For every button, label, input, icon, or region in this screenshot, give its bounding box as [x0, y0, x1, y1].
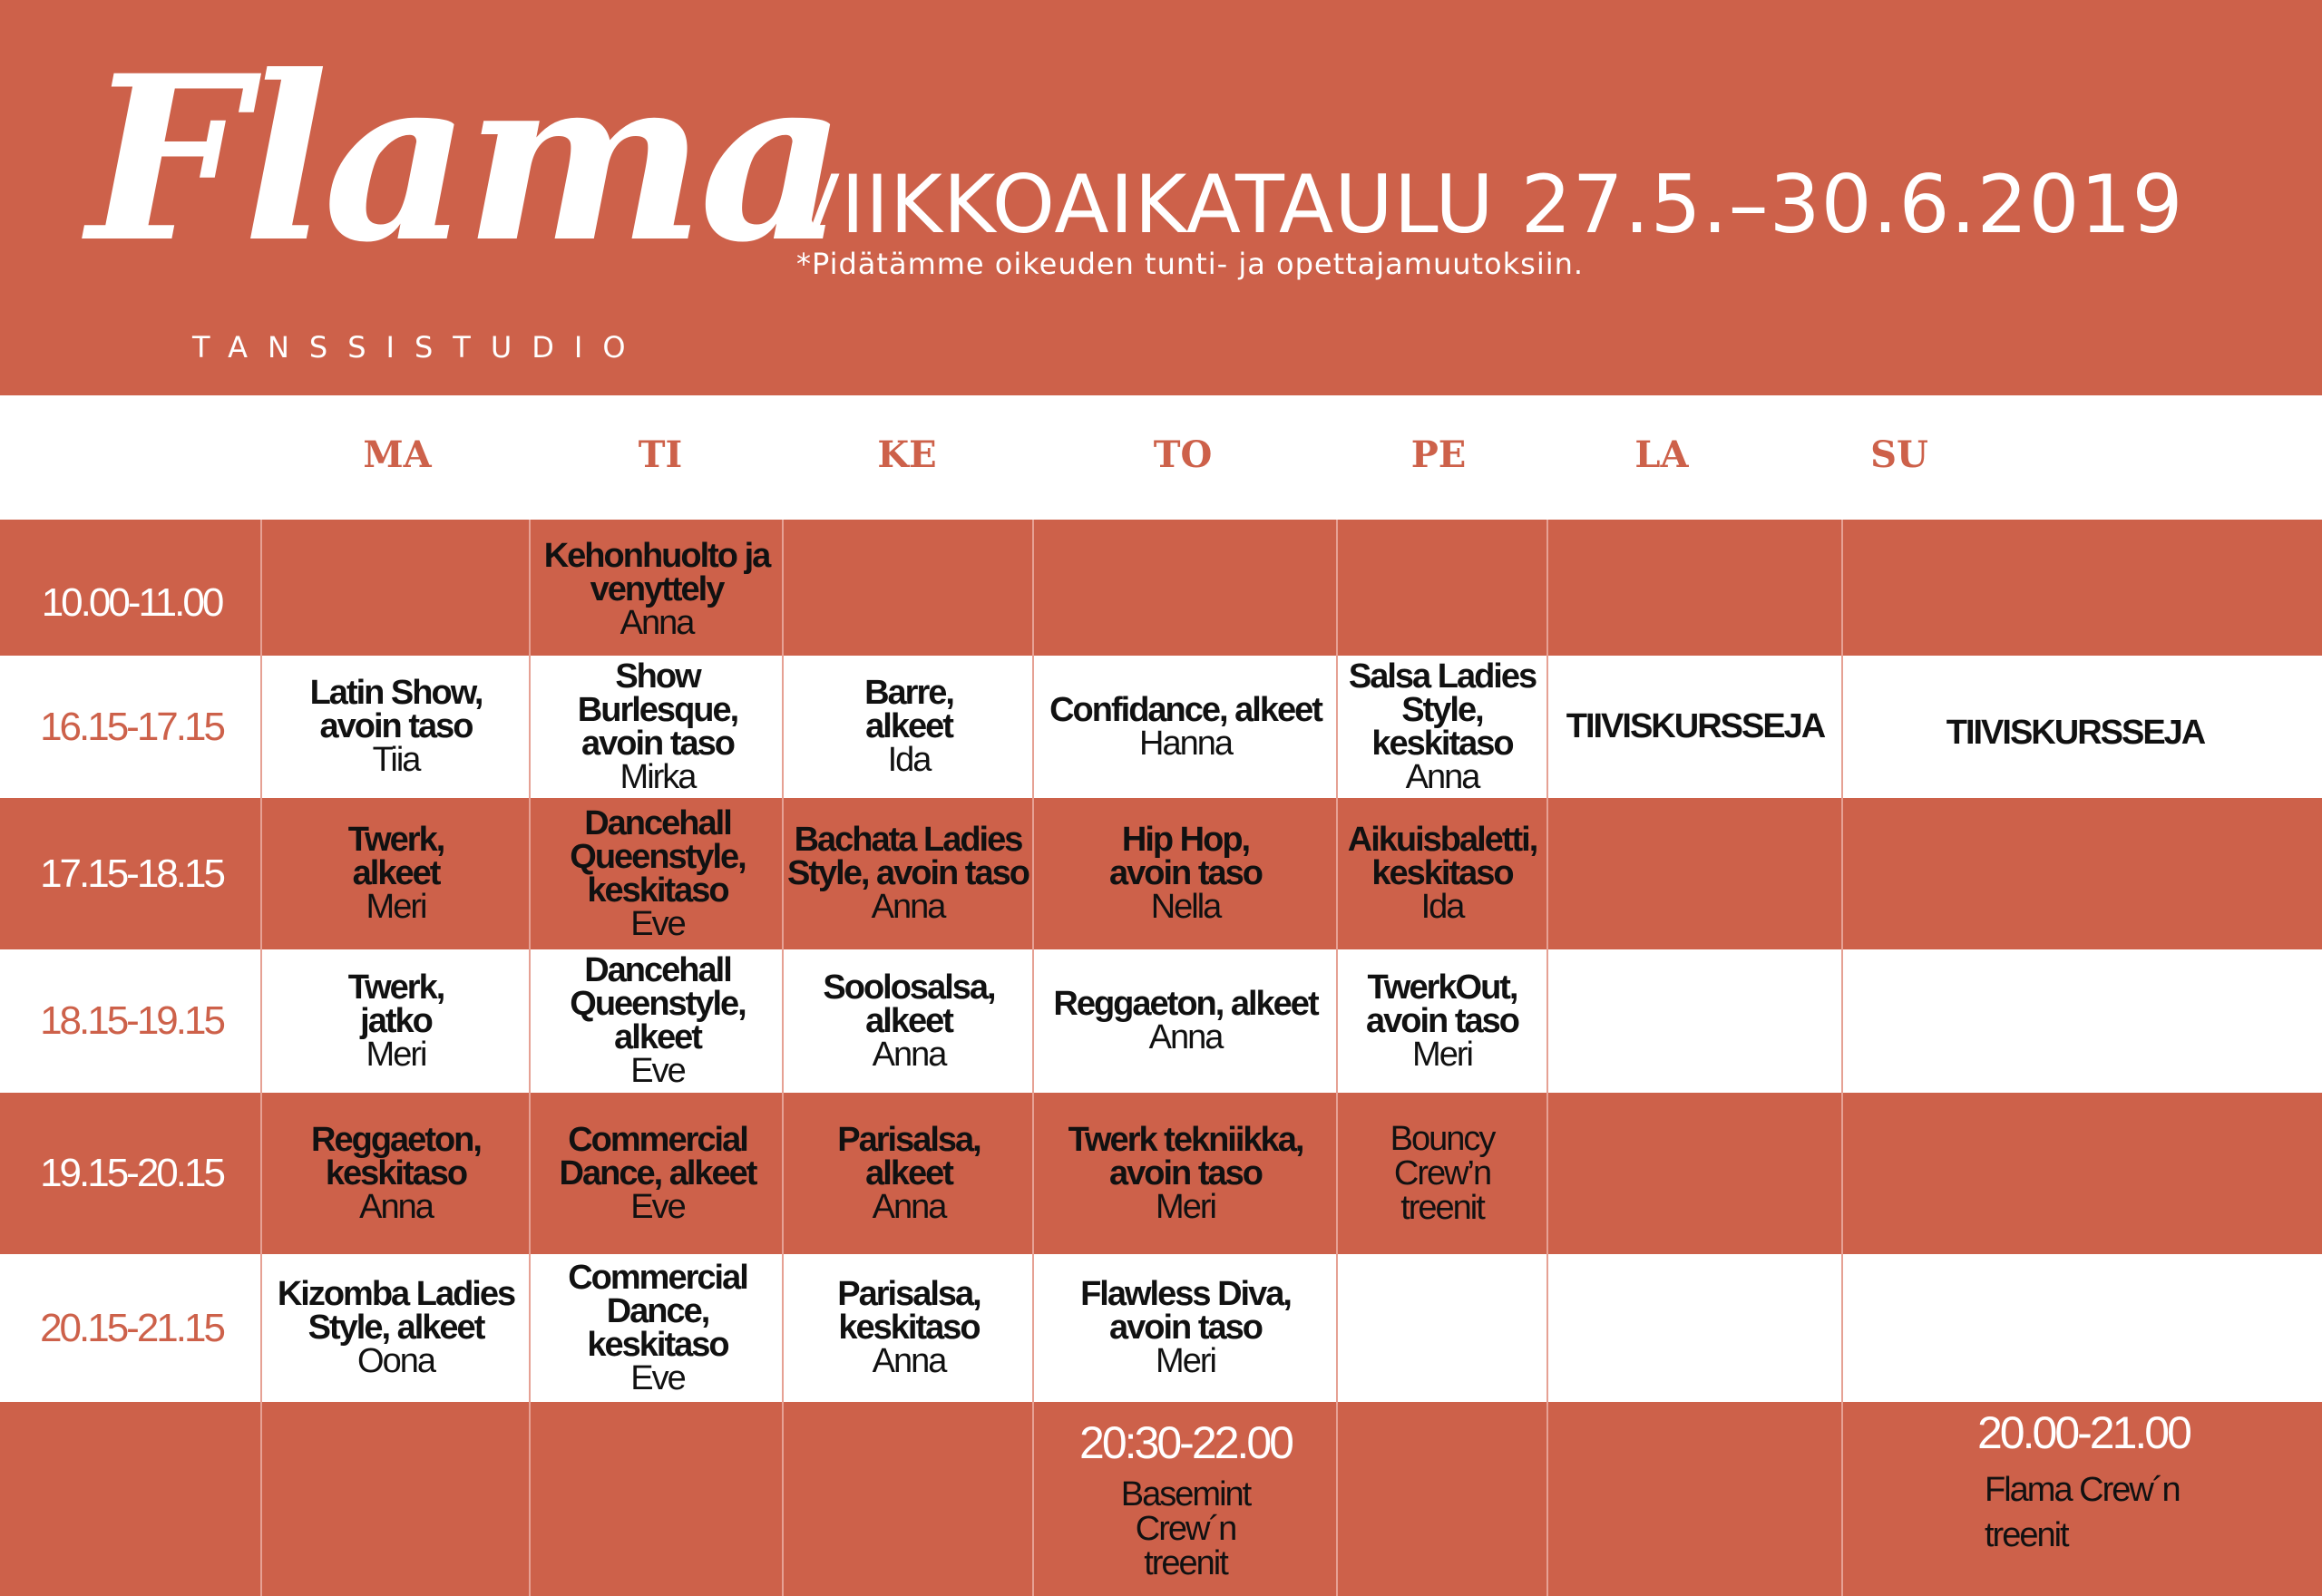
day-header-ma: MA — [363, 433, 432, 476]
teacher-name: Meri — [1156, 1342, 1215, 1380]
class-name: Show Burlesque, avoin taso — [577, 657, 738, 763]
teacher-name: Hanna — [1139, 724, 1232, 763]
class-name: Commercial Dance, keskitaso — [568, 1258, 747, 1364]
time-slot-6: 20.15-21.15 — [40, 1305, 223, 1350]
day-header-la: LA — [1634, 433, 1689, 476]
day-header-su: SU — [1870, 433, 1928, 476]
crew-practice-note: Flama Crew´n treenit — [1985, 1471, 2180, 1554]
class-name: Confidance, alkeet — [1049, 690, 1322, 729]
time-slot-4: 18.15-19.15 — [40, 998, 223, 1043]
teacher-name: Tiia — [372, 741, 420, 779]
teacher-name: Eve — [630, 904, 685, 943]
class-name: Latin Show, avoin taso — [309, 674, 483, 745]
time-slot-5: 19.15-20.15 — [40, 1151, 223, 1195]
class-name: Kehonhuolto ja venyttely — [543, 536, 770, 608]
class-name: Parisalsa, alkeet — [837, 1120, 981, 1192]
crew-practice-note: Basemint Crew´n treenit — [1120, 1475, 1251, 1582]
column-divider — [1841, 520, 1843, 1596]
header-banner — [0, 0, 2322, 395]
teacher-name: Meri — [366, 888, 426, 926]
class-cell — [1038, 1254, 1333, 1402]
teacher-name: Nella — [1150, 888, 1221, 926]
class-name: Reggaeton, keskitaso — [311, 1120, 481, 1192]
class-cell — [1339, 798, 1546, 949]
teacher-name: Mirka — [620, 757, 696, 796]
class-cell — [534, 1254, 781, 1402]
teacher-name: Anna — [1405, 757, 1479, 796]
page-title: VIIKKOAIKATAULU 27.5.–30.6.2019 — [785, 158, 2184, 251]
time-slot-2: 16.15-17.15 — [40, 704, 223, 749]
class-cell — [266, 1254, 526, 1402]
crew-practice-time: 20.00-21.00 — [1977, 1407, 2190, 1458]
teacher-name: Eve — [630, 1052, 685, 1090]
class-cell — [1038, 656, 1333, 798]
intensive-course-cell — [1551, 656, 1839, 798]
class-name: Salsa Ladies Style, keskitaso — [1348, 657, 1537, 763]
class-name: Reggaeton, alkeet — [1053, 985, 1318, 1023]
teacher-name: Anna — [872, 1342, 946, 1380]
column-divider — [1546, 520, 1548, 1596]
class-cell — [1038, 949, 1333, 1093]
class-cell — [266, 1093, 526, 1254]
time-slot-1: 10.00-11.00 — [41, 580, 222, 625]
teacher-name: Meri — [366, 1035, 426, 1074]
class-name: Twerk, alkeet — [347, 821, 444, 892]
class-cell — [787, 949, 1030, 1093]
class-name: Barre, alkeet — [864, 674, 953, 745]
class-name: Kizomba Ladies Style, alkeet — [277, 1275, 515, 1347]
class-name: Bachata Ladies Style, avoin taso — [787, 821, 1029, 892]
class-name: Aikuisbaletti, keskitaso — [1347, 821, 1537, 892]
day-header-ke: KE — [877, 433, 937, 476]
crew-practice-cell — [1887, 1407, 2268, 1580]
teacher-name: Eve — [630, 1187, 685, 1226]
class-name: TIIVISKURSSEJA — [1946, 714, 2205, 752]
time-slot-3: 17.15-18.15 — [40, 851, 223, 896]
class-name: Soolosalsa, alkeet — [823, 968, 995, 1040]
day-header-ti: TI — [638, 433, 683, 476]
day-header-to: TO — [1153, 433, 1213, 476]
column-divider — [1032, 520, 1034, 1596]
teacher-name: Anna — [620, 603, 694, 642]
day-header-pe: PE — [1410, 433, 1467, 476]
class-name: Parisalsa, keskitaso — [837, 1275, 981, 1347]
class-cell — [534, 530, 779, 648]
teacher-name: Ida — [1420, 888, 1464, 926]
class-cell — [785, 798, 1030, 949]
class-cell — [534, 798, 781, 949]
class-name: Dancehall Queenstyle, keskitaso — [570, 803, 746, 910]
class-cell — [266, 656, 526, 798]
class-name: Flawless Diva, avoin taso — [1080, 1275, 1291, 1347]
teacher-name: Eve — [630, 1358, 685, 1397]
page-subtitle: *Pidätämme oikeuden tunti- ja opettajamuutoksiin. — [796, 247, 1585, 281]
column-divider — [529, 520, 531, 1596]
class-cell — [539, 656, 776, 798]
flama-logo: Flama — [87, 25, 841, 292]
crew-practice-cell — [1038, 1402, 1333, 1596]
teacher-name: Anna — [359, 1187, 433, 1226]
teacher-name: Meri — [1156, 1187, 1215, 1226]
class-cell — [1341, 949, 1544, 1093]
crew-practice-cell — [1341, 1093, 1544, 1254]
intensive-course-cell — [1847, 662, 2304, 804]
column-divider — [782, 520, 784, 1596]
teacher-name: Anna — [1148, 1018, 1223, 1056]
column-divider — [1336, 520, 1338, 1596]
teacher-name: Anna — [872, 1035, 946, 1074]
class-cell — [1038, 798, 1333, 949]
class-name: TwerkOut, avoin taso — [1366, 968, 1518, 1040]
class-name: Dancehall Queenstyle, alkeet — [570, 951, 746, 1056]
class-name: TIIVISKURSSEJA — [1566, 707, 1825, 745]
teacher-name: Oona — [357, 1342, 434, 1380]
class-cell — [787, 1254, 1030, 1402]
class-cell — [787, 1093, 1030, 1254]
class-cell — [266, 798, 526, 949]
class-name: Twerk, jatko — [347, 968, 444, 1040]
class-cell — [534, 949, 781, 1093]
class-cell — [1341, 656, 1544, 798]
class-name: Commercial Dance, alkeet — [559, 1120, 756, 1192]
class-cell — [1038, 1093, 1333, 1254]
class-cell — [534, 1093, 781, 1254]
teacher-name: Anna — [871, 888, 945, 926]
teacher-name: Anna — [872, 1187, 946, 1226]
crew-practice-note: Bouncy Crew’n treenit — [1390, 1120, 1495, 1227]
class-cell — [266, 949, 526, 1093]
class-name: Hip Hop, avoin taso — [1109, 821, 1262, 892]
class-cell — [787, 656, 1030, 798]
logo-subtitle: TANSSISTUDIO — [192, 330, 646, 365]
class-name: Twerk tekniikka, avoin taso — [1068, 1120, 1303, 1192]
row-band-1 — [0, 520, 2322, 656]
teacher-name: Meri — [1412, 1035, 1472, 1074]
teacher-name: Ida — [887, 741, 931, 779]
crew-practice-time: 20:30-22.00 — [1079, 1417, 1292, 1468]
